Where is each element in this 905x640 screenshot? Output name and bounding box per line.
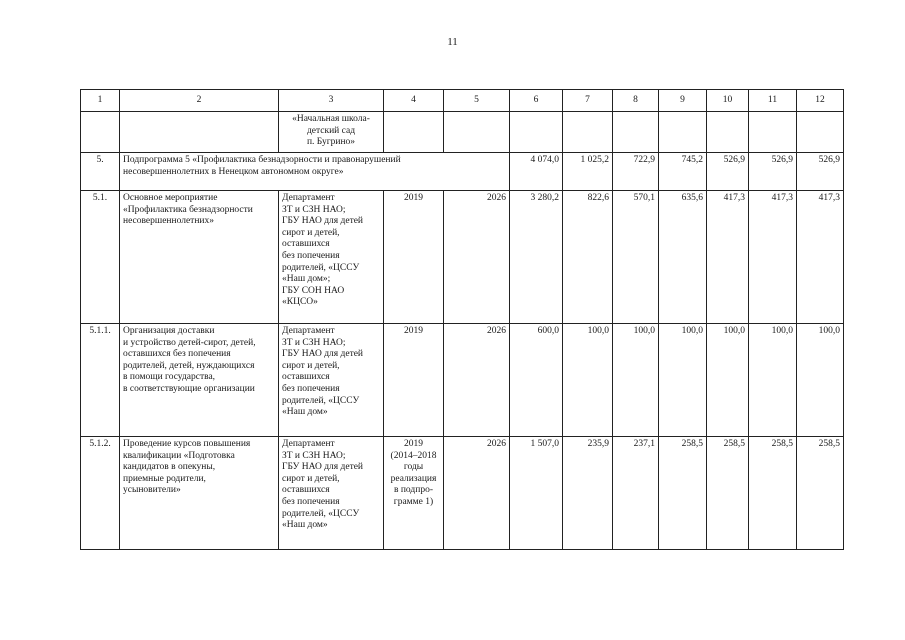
col-header-7: 7 [563, 90, 613, 112]
table-row [81, 437, 844, 550]
col-header-10: 10 [707, 90, 749, 112]
value-total: 600,0 [510, 324, 563, 437]
col-header-9: 9 [659, 90, 707, 112]
table-row [81, 191, 844, 324]
value-total: 3 280,2 [510, 191, 563, 324]
col-header-4: 4 [384, 90, 444, 112]
col-header-1: 1 [81, 90, 120, 112]
row-number: 5.1.1. [81, 324, 120, 437]
start-year: 2019 [384, 191, 444, 324]
continuation-row [81, 112, 844, 153]
value-col8: 722,9 [613, 153, 659, 191]
value-col11: 100,0 [749, 324, 797, 437]
value-col9: 745,2 [659, 153, 707, 191]
value-2019: 1 025,2 [563, 153, 613, 191]
col-header-11: 11 [749, 90, 797, 112]
subprogram-row [81, 153, 844, 191]
value-col12: 258,5 [797, 437, 844, 550]
executor-cell: Департамент ЗТ и СЗН НАО; ГБУ НАО для детей сирот и детей, оставшихся без попечения родителей, «ЦССУ «Наш дом» [279, 437, 384, 550]
row-number: 5.1.2. [81, 437, 120, 550]
value-col10: 526,9 [707, 153, 749, 191]
col-header-8: 8 [613, 90, 659, 112]
value-col10: 258,5 [707, 437, 749, 550]
value-2019: 235,9 [563, 437, 613, 550]
value-col12: 417,3 [797, 191, 844, 324]
value-total: 4 074,0 [510, 153, 563, 191]
subprogram-title: Подпрограмма 5 «Профилактика безнадзорности и правонарушений несовершеннолетних в Ненецком автономном округе» [120, 153, 510, 191]
col-header-5: 5 [444, 90, 510, 112]
start-year: 2019 [384, 324, 444, 437]
value-col9: 258,5 [659, 437, 707, 550]
executor-cell: Департамент ЗТ и СЗН НАО; ГБУ НАО для детей сирот и детей, оставшихся без попечения родителей, «ЦССУ «Наш дом» [279, 324, 384, 437]
value-2019: 822,6 [563, 191, 613, 324]
value-col8: 237,1 [613, 437, 659, 550]
value-col11: 258,5 [749, 437, 797, 550]
end-year: 2026 [444, 191, 510, 324]
col-header-2: 2 [120, 90, 279, 112]
value-2019: 100,0 [563, 324, 613, 437]
row-number: 5.1. [81, 191, 120, 324]
page-number: 11 [447, 36, 458, 48]
value-col9: 635,6 [659, 191, 707, 324]
value-col8: 570,1 [613, 191, 659, 324]
end-year: 2026 [444, 324, 510, 437]
value-col8: 100,0 [613, 324, 659, 437]
program-table [80, 89, 844, 550]
row-number: 5. [81, 153, 120, 191]
table-row [81, 324, 844, 437]
end-year: 2026 [444, 437, 510, 550]
executor-cell: «Начальная школа- детский сад п. Бугрино» [279, 112, 384, 153]
measure-name: Организация доставки и устройство детей-сирот, детей, оставшихся без попечения родителей, детей, нуждающихся в помощи государства, в соответствующие организации [120, 324, 279, 437]
col-header-12: 12 [797, 90, 844, 112]
value-col10: 100,0 [707, 324, 749, 437]
start-year: 2019 (2014–2018 годы реализация в подпро- грамме 1) [384, 437, 444, 550]
value-col12: 526,9 [797, 153, 844, 191]
col-header-6: 6 [510, 90, 563, 112]
executor-cell: Департамент ЗТ и СЗН НАО; ГБУ НАО для детей сирот и детей, оставшихся без попечения родителей, «ЦССУ «Наш дом»; ГБУ СОН НАО «КЦСО» [279, 191, 384, 324]
value-total: 1 507,0 [510, 437, 563, 550]
value-col9: 100,0 [659, 324, 707, 437]
value-col11: 417,3 [749, 191, 797, 324]
measure-name: Проведение курсов повышения квалификации «Подготовка кандидатов в опекуны, приемные родители, усыновители» [120, 437, 279, 550]
measure-name: Основное мероприятие «Профилактика безнадзорности несовершеннолетних» [120, 191, 279, 324]
value-col12: 100,0 [797, 324, 844, 437]
value-col11: 526,9 [749, 153, 797, 191]
column-number-row [81, 90, 844, 112]
value-col10: 417,3 [707, 191, 749, 324]
col-header-3: 3 [279, 90, 384, 112]
